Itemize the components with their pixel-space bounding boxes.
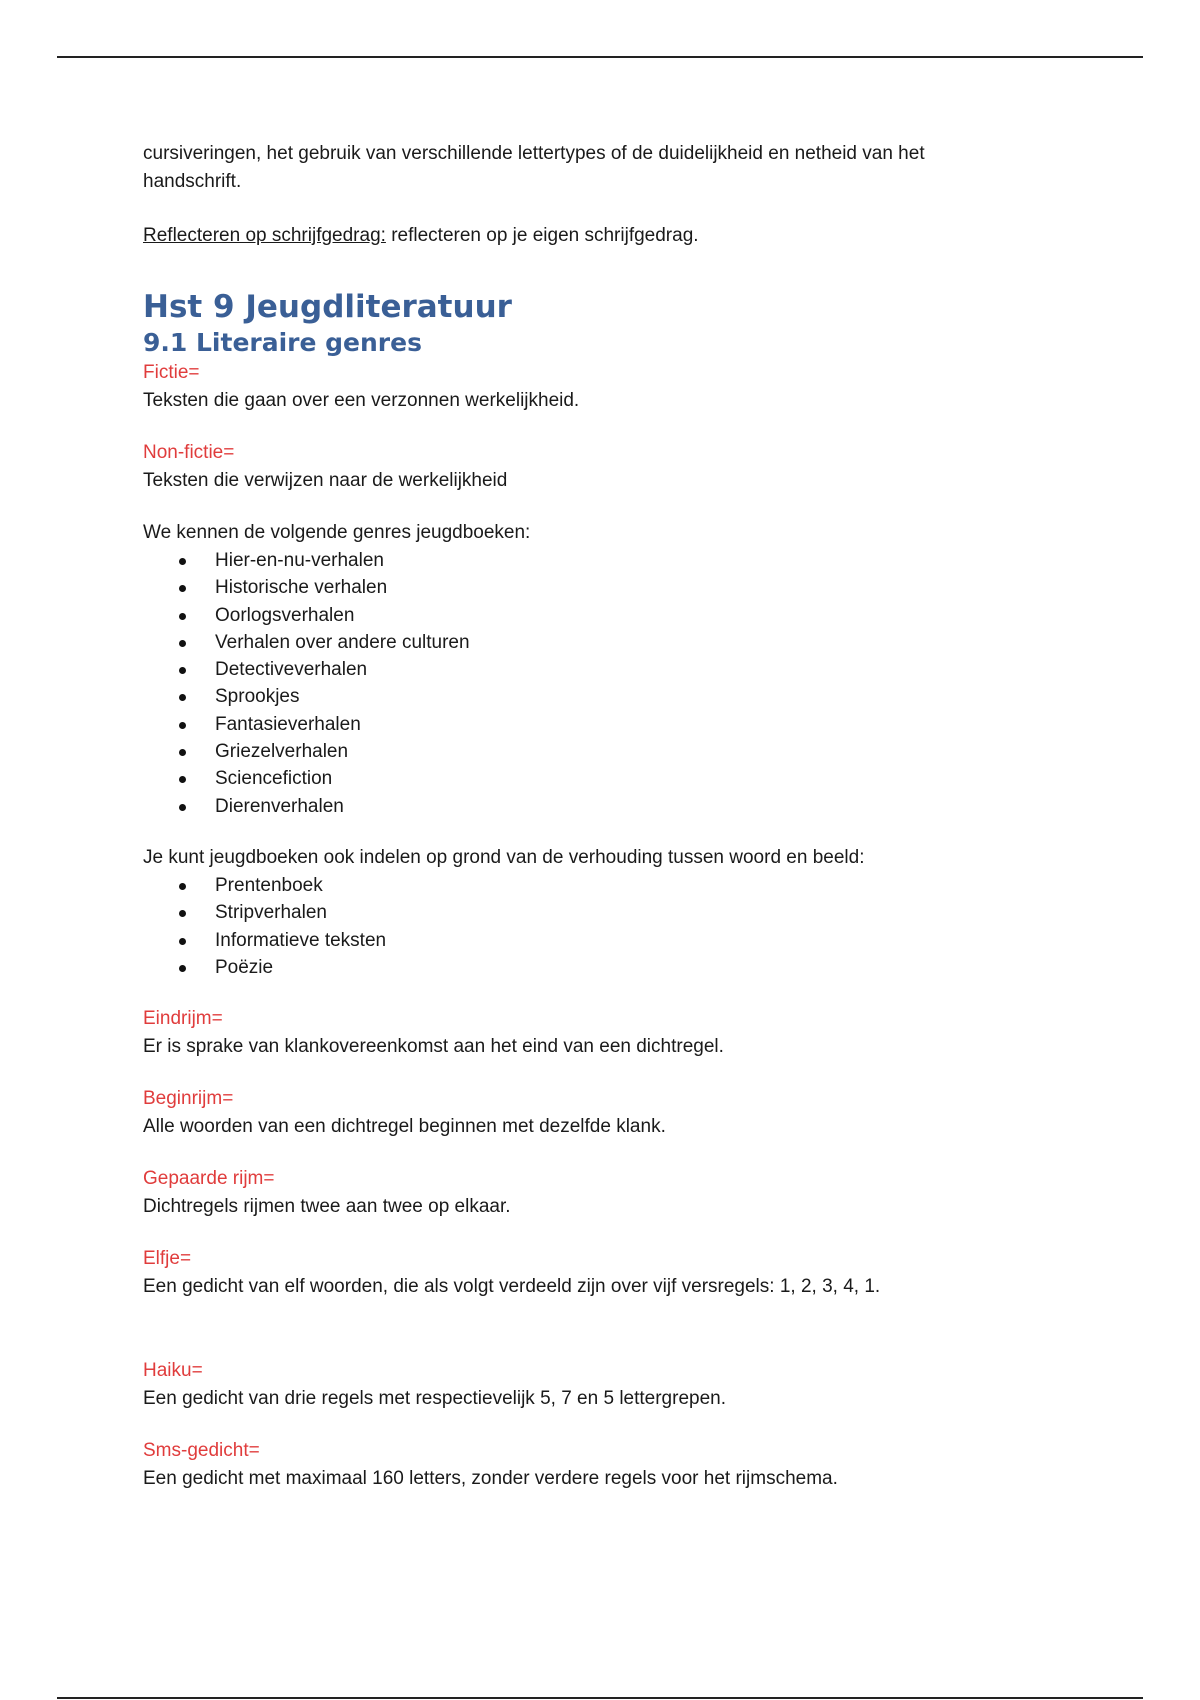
list-item: Oorlogsverhalen (143, 602, 1073, 629)
reflect-paragraph (143, 222, 1073, 250)
bullet-icon (179, 883, 186, 890)
elfje-term: Elfje= (143, 1248, 192, 1270)
list-item: Dierenverhalen (143, 793, 1073, 820)
list-item: Fantasieverhalen (143, 711, 1073, 738)
genres-list (143, 547, 1073, 820)
reflect-text: reflecteren op je eigen schrijfgedrag. (385, 225, 699, 246)
bullet-icon (179, 910, 186, 917)
document-body (143, 140, 1073, 1493)
sms-gedicht-term: Sms-gedicht= (143, 1440, 260, 1462)
fictie-term: Fictie= (143, 362, 200, 383)
intro-line-1: cursiveringen, het gebruik van verschillende lettertypes of de duidelijkheid en netheid van het (143, 143, 925, 164)
bullet-icon (179, 749, 186, 756)
list-item: Informatieve teksten (143, 927, 1073, 954)
gepaarde-rijm-definition: Dichtregels rijmen twee aan twee op elkaar. (143, 1196, 511, 1218)
bullet-icon (179, 640, 186, 647)
bullet-icon (179, 667, 186, 674)
gepaarde-rijm-term: Gepaarde rijm= (143, 1168, 275, 1190)
bullet-icon (179, 804, 186, 811)
bullet-icon (179, 965, 186, 972)
bullet-icon (179, 776, 186, 783)
bullet-icon (179, 558, 186, 565)
bullet-icon (179, 585, 186, 592)
genres-intro: We kennen de volgende genres jeugdboeken: (143, 522, 531, 543)
intro-line-2: handschrift. (143, 171, 242, 192)
page-top-rule (57, 56, 1143, 58)
list-item: Griezelverhalen (143, 738, 1073, 765)
list-item: Hier-en-nu-verhalen (143, 547, 1073, 574)
bullet-icon (179, 722, 186, 729)
eindrijm-term: Eindrijm= (143, 1008, 223, 1030)
list-item: Verhalen over andere culturen (143, 629, 1073, 656)
bullet-icon (179, 613, 186, 620)
sms-gedicht-definition: Een gedicht met maximaal 160 letters, zonder verdere regels voor het rijmschema. (143, 1468, 838, 1490)
nonfictie-term: Non-fictie= (143, 442, 235, 463)
nonfictie-definition: Teksten die verwijzen naar de werkelijkheid (143, 470, 508, 491)
haiku-definition: Een gedicht van drie regels met respectievelijk 5, 7 en 5 lettergrepen. (143, 1388, 726, 1410)
wordimage-list (143, 872, 1073, 981)
bullet-icon (179, 938, 186, 945)
beginrijm-term: Beginrijm= (143, 1088, 234, 1110)
list-item: Sciencefiction (143, 765, 1073, 792)
beginrijm-definition: Alle woorden van een dichtregel beginnen met dezelfde klank. (143, 1116, 666, 1138)
list-item: Poëzie (143, 954, 1073, 981)
wordimage-intro: Je kunt jeugdboeken ook indelen op grond van de verhouding tussen woord en beeld: (143, 846, 865, 868)
chapter-title: Hst 9 Jeugdliteratuur (143, 289, 512, 325)
reflect-term: Reflecteren op schrijfgedrag: (143, 225, 386, 246)
eindrijm-definition: Er is sprake van klankovereenkomst aan het eind van een dichtregel. (143, 1036, 724, 1058)
section-title: 9.1 Literaire genres (143, 328, 422, 357)
list-item: Prentenboek (143, 872, 1073, 899)
list-item: Stripverhalen (143, 899, 1073, 926)
list-item: Detectiveverhalen (143, 656, 1073, 683)
elfje-definition: Een gedicht van elf woorden, die als volgt verdeeld zijn over vijf versregels: 1, 2, 3, 4, 1. (143, 1276, 881, 1298)
page-bottom-rule (57, 1697, 1143, 1699)
bullet-icon (179, 694, 186, 701)
haiku-term: Haiku= (143, 1360, 203, 1382)
fictie-definition: Teksten die gaan over een verzonnen werkelijkheid. (143, 390, 580, 411)
list-item: Sprookjes (143, 683, 1073, 710)
list-item: Historische verhalen (143, 574, 1073, 601)
